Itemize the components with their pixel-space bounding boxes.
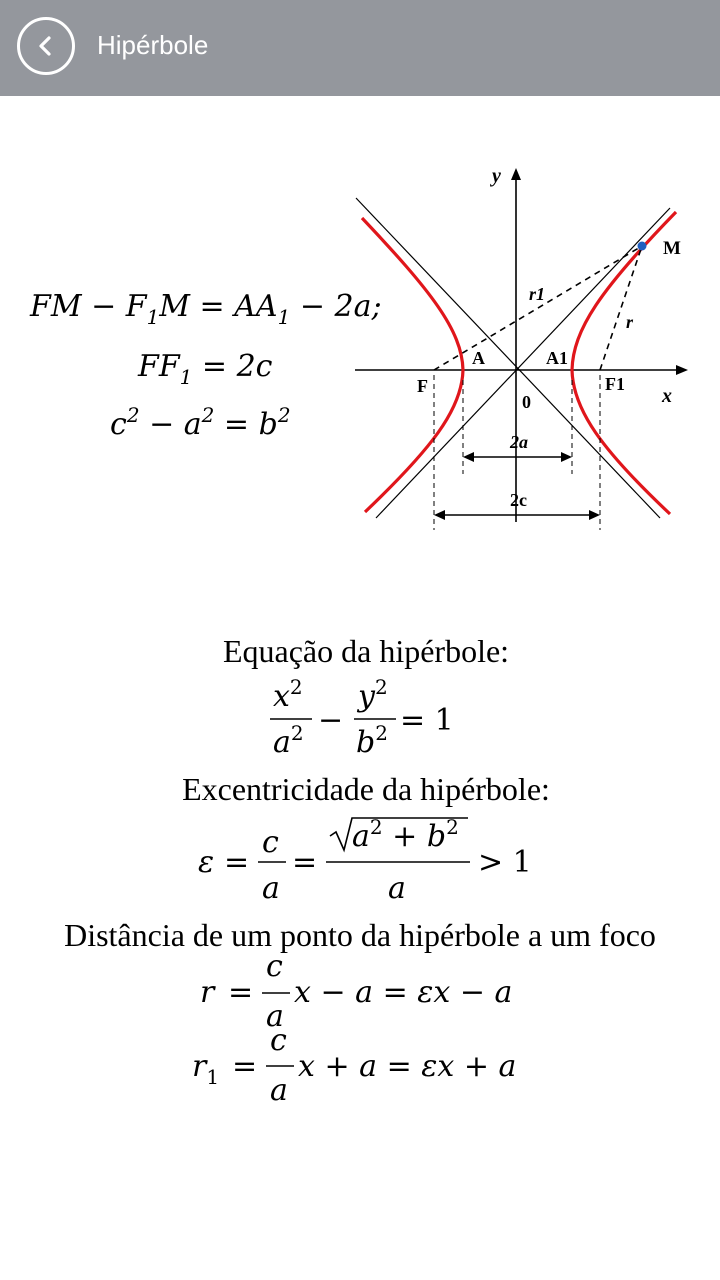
svg-text:x + a = εx + a: x + a = εx + a: [298, 1049, 517, 1084]
hyperbola-diagram: [355, 165, 688, 530]
distance-title: Distância de um ponto da hipérbole a um foco: [64, 917, 656, 953]
label-2a: 2a: [510, 432, 528, 452]
svg-text:r: r: [200, 975, 215, 1010]
chevron-left-icon: [34, 34, 58, 58]
svg-text:−: −: [318, 703, 344, 738]
label-2c: 2c: [510, 490, 527, 510]
svg-text:= 1: = 1: [400, 703, 454, 738]
svg-text:a2 + b2: $a^2 + b^2$: [352, 815, 459, 854]
point-M: [638, 242, 647, 251]
eccentricity-formula: [198, 815, 532, 906]
label-r1: r1: [529, 284, 546, 304]
svg-text:y2: $y^2$: [358, 675, 388, 714]
svg-text:b2: $b^2$: [356, 721, 388, 760]
label-F1: F1: [605, 374, 625, 394]
svg-text:c: c: [270, 1023, 287, 1058]
label-A1: A1: [546, 348, 568, 368]
y-axis-arrow: [511, 168, 521, 180]
label-r: r: [626, 312, 634, 332]
page-title: Hipérbole: [97, 30, 209, 60]
svg-text:a2: $a^2$: [273, 721, 304, 760]
r1-line: [434, 246, 642, 370]
label-y: y: [492, 165, 501, 187]
label-F: F: [417, 376, 428, 396]
svg-text:a: a: [262, 871, 280, 906]
hyperbola-equation: [270, 675, 454, 760]
formula-focal-difference: FM − $F_1M = AA_1 - 2a$;: [30, 289, 382, 329]
equation-title: Equação da hipérbole:: [222, 633, 510, 669]
label-A: A: [472, 348, 485, 368]
left-branch: [362, 218, 463, 512]
app-bar: [0, 0, 720, 96]
formula-abc-relation: $c^2 - a^2 = b^2$: [110, 403, 291, 442]
svg-text:=: =: [224, 845, 250, 880]
x-axis-arrow: [676, 365, 688, 375]
svg-text:=: =: [232, 1049, 258, 1084]
eccentricity-title: Excentricidade da hipérbole:: [182, 771, 550, 807]
label-M: M: [663, 238, 681, 259]
svg-text:a: a: [266, 999, 284, 1034]
r-line: [600, 246, 642, 370]
label-x: x: [662, 385, 672, 407]
svg-text:a: a: [270, 1073, 288, 1108]
focal-formulas: [29, 289, 382, 442]
content-area: [0, 96, 720, 1280]
svg-text:> 1: > 1: [478, 845, 532, 880]
svg-text:c: c: [262, 825, 279, 860]
asymptote-1: [356, 198, 660, 518]
svg-text:x2: $x^2$: [273, 675, 303, 714]
svg-text:a: a: [388, 871, 406, 906]
svg-text:x − a = εx − a: x − a = εx − a: [294, 975, 513, 1010]
distance-formulas: [192, 949, 516, 1108]
svg-text:c: c: [266, 949, 283, 984]
svg-text:r1: $r_1$: [192, 1049, 220, 1089]
label-origin: 0: [522, 392, 531, 412]
back-button[interactable]: [17, 17, 75, 75]
svg-text:=: =: [228, 975, 254, 1010]
svg-text:ε: ε: [198, 845, 215, 880]
formula-focal-distance: $FF_1 = 2c$: [138, 349, 273, 389]
svg-text:=: =: [292, 845, 318, 880]
hyperbola-formula-image: [0, 96, 720, 1280]
